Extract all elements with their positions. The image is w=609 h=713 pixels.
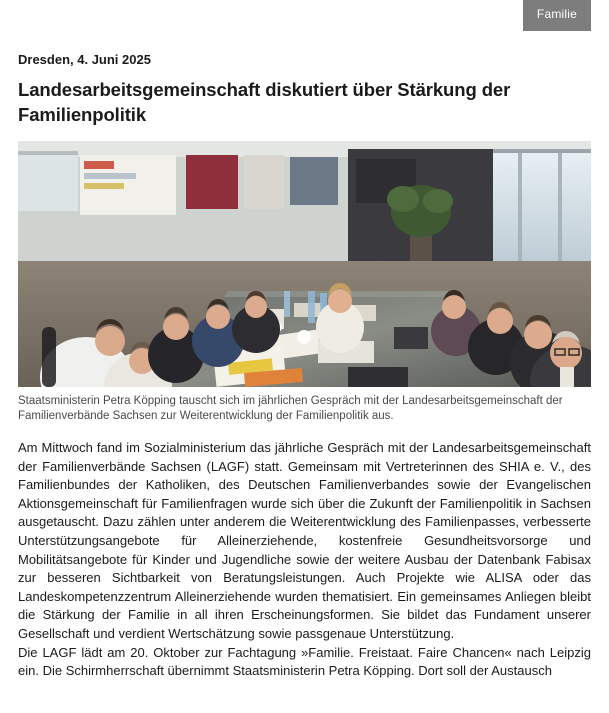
article-body <box>18 439 591 681</box>
category-tag-familie[interactable]: Familie <box>523 0 591 31</box>
article-content <box>0 52 609 681</box>
meeting-photo-illustration <box>18 141 591 387</box>
meeting-photo <box>18 141 591 387</box>
page-title: Landesarbeitsgemeinschaft diskutiert über Stärkung der Familienpolitik <box>18 79 511 125</box>
chairs <box>42 327 56 387</box>
article-figure <box>18 141 591 423</box>
article-paragraph-1: Am Mittwoch fand im Sozialministerium das jährliche Gespräch mit der Landesarbeitsgemeinschaft der Familienverbände Sachsen (LAGF) statt. Gemeinsam mit Vertreterinnen des SHIA e. V., des Familienbundes der Katholiken, des Deutschen Familienverbandes sowie der Evangelischen Aktionsgemeinschaft für Familienfragen wurde sich über die Zukunft der Familienpolitik in Sachsen ausgetauscht. Dazu zählen unter anderem die Weiterentwicklung des Familienpasses, verbesserte Unterstützungsangebote für Alleinerziehende, kostenfreie Gesundheitsvorsorge und Mobilitätsangebote für Kinder und Jugendliche sowie der weitere Ausbau der Datenbank Fabisax zur besseren Sichtbarkeit von Beratungsleistungen. Auch Projekte wie ALISA oder das Landeskompetenzzentrum Alleinerziehende wurden thematisiert. Ein gemeinsames Anliegen bleibt die Stärkung der Familie in all ihren Erscheinungsformen. Sie bildet das Fundament unserer Gesellschaft und verdient Wertschätzung sowie passgenaue Unterstützung. <box>18 440 591 641</box>
image-caption: Staatsministerin Petra Köpping tauscht sich im jährlichen Gespräch mit der Landesarbeitsgemeinschaft der Familienverbände Sachsen zur Weiterentwicklung der Familienpolitik aus. <box>18 395 563 422</box>
article-dateline: Dresden, 4. Juni 2025 <box>18 52 151 67</box>
category-tag-row <box>0 0 609 31</box>
article-paragraph-2: Die LAGF lädt am 20. Oktober zur Fachtagung »Familie. Freistaat. Faire Chancen« nach Leipzig ein. Die Schirmherrschaft übernimmt Staatsministerin Petra Köpping. Dort soll der Austausch <box>18 644 591 679</box>
